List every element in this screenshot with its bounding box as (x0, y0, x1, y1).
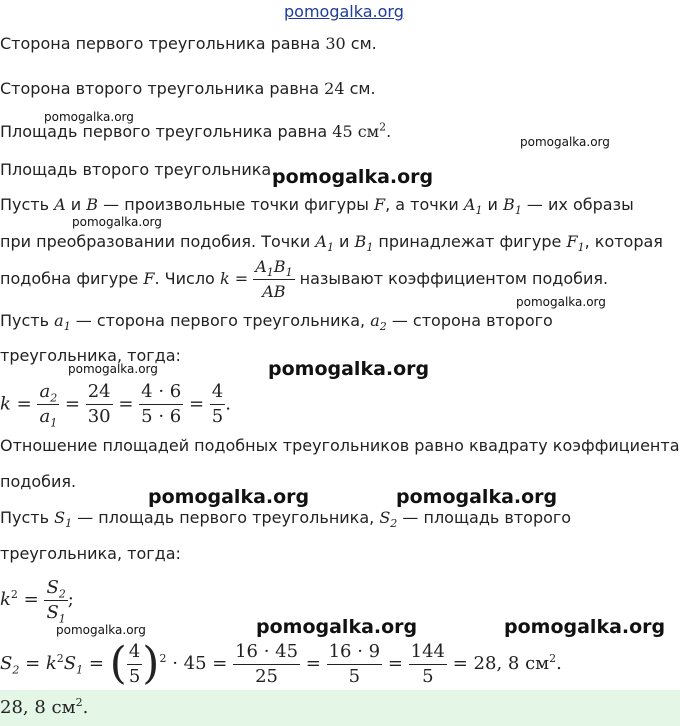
watermark: pomogalka.org (272, 166, 434, 188)
watermark: pomogalka.org (516, 295, 606, 309)
unit: $см^2$ (357, 120, 387, 141)
text-line: Пусть $a_1$ — сторона первого треугольника, $a_2$ — сторона второго (0, 311, 553, 334)
text-line: Пусть $S_1$ — площадь первого треугольника, $S_2$ — площадь второго (0, 508, 572, 531)
text-segment: Сторона первого треугольника равна (0, 34, 321, 53)
watermark: pomogalka.org (148, 486, 310, 508)
text-line: треугольника, тогда: (0, 544, 181, 563)
watermark: pomogalka.org (44, 110, 134, 124)
text-line: треугольника, тогда: (0, 346, 181, 365)
text-line: при преобразовании подобия. Точки $A_1$ и $B_1$ принадлежат фигуре $F_1$, которая (0, 232, 663, 255)
text-line: Площадь первого треугольника равна 45 $см^2$. (0, 120, 392, 141)
watermark: pomogalka.org (68, 362, 158, 376)
watermark: pomogalka.org (504, 616, 666, 638)
text-line: подобия. (0, 472, 77, 491)
watermark: pomogalka.org (72, 215, 162, 229)
number: 45 (332, 122, 353, 141)
answer-text: 28, 8 см (0, 697, 76, 718)
number: 24 (324, 79, 345, 98)
formula-line: k = $\frac{a_2}{a_1}$ = $\frac{24}{30}$ = $\frac{4 \cdot 6}{5 \cdot 6}$ = $\frac{4}{5}$ . (0, 381, 231, 430)
text-line (0, 34, 377, 54)
site-watermark-link[interactable]: pomogalka.org (284, 2, 404, 21)
text-segment: Площадь первого треугольника равна (0, 122, 328, 141)
watermark: pomogalka.org (520, 135, 610, 149)
formula-line: $k^2$ = $\frac{S_2}{S_1}$ ; (0, 576, 74, 626)
text-line: подобна фигуре F. Число k = $\frac{A_1B_1}{AB}$ называют коэффициентом подобия. (0, 255, 608, 304)
watermark: pomogalka.org (56, 623, 146, 637)
watermark: pomogalka.org (268, 358, 430, 380)
text-segment: Площадь второго треугольника. (0, 160, 277, 179)
fraction: $\frac{A_1B_1}{AB}$ (255, 257, 293, 301)
watermark: pomogalka.org (396, 486, 558, 508)
answer-box: 28, 8 $см^2$. (0, 690, 680, 726)
watermark: pomogalka.org (256, 616, 418, 638)
text-line: Пусть A и B — произвольные точки фигуры F, а точки $A_1$ и $B_1$ — их образы (0, 195, 634, 218)
text-segment: Сторона второго треугольника равна (0, 79, 320, 98)
unit: см. (349, 79, 376, 98)
formula-line: $S_2 = k^2S_1$ = ( $\frac{4}{5}$ )$^2$ · 45 = $\frac{16 \cdot 45}{25}$ = $\frac{16 \cdot 9}{5}$ = $\frac{144}{5}$ = 28, 8 $см^2$. (0, 638, 562, 689)
text-line (0, 79, 376, 99)
text-line (0, 160, 276, 180)
number: 30 (325, 34, 346, 53)
unit: см. (350, 34, 377, 53)
text-line: Отношение площадей подобных треугольников равно квадрату коэффициента (0, 436, 680, 455)
